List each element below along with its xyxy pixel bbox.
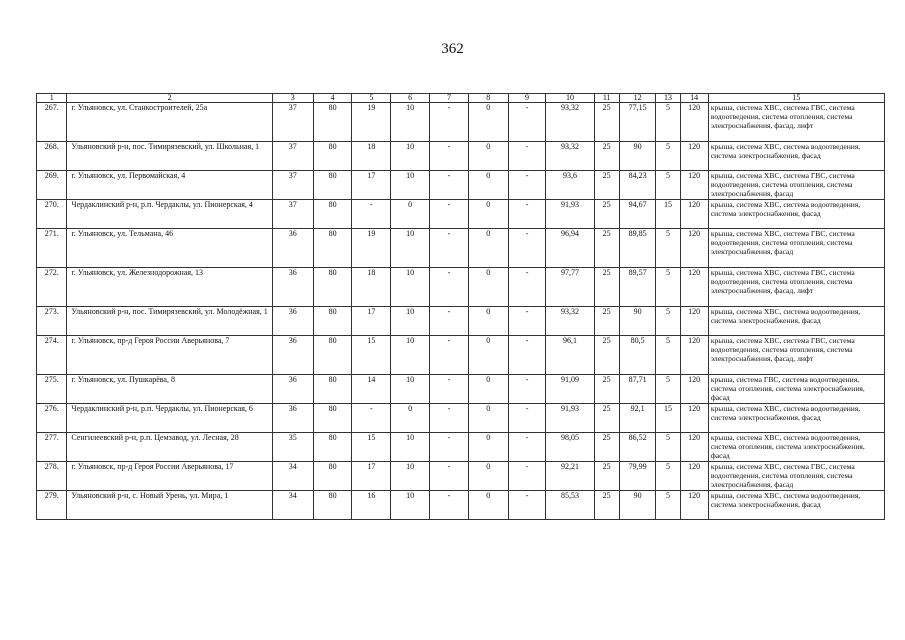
value-cell: 25 bbox=[594, 142, 619, 171]
value-cell: - bbox=[430, 171, 469, 200]
table-row bbox=[37, 336, 885, 375]
value-cell: 120 bbox=[680, 307, 708, 336]
value-cell: 80 bbox=[313, 433, 352, 462]
value-cell: 14 bbox=[352, 375, 391, 404]
value-cell: 91,93 bbox=[546, 404, 594, 433]
value-cell: 36 bbox=[272, 404, 313, 433]
column-header: 12 bbox=[619, 94, 656, 103]
works-cell: крыша, система ХВС, система водоотведения, система электроснабжения, фасад bbox=[708, 404, 884, 433]
value-cell: 25 bbox=[594, 404, 619, 433]
value-cell: 93,32 bbox=[546, 307, 594, 336]
row-number: 271. bbox=[37, 229, 67, 268]
table-row bbox=[37, 268, 885, 307]
value-cell: 10 bbox=[391, 336, 430, 375]
value-cell: 10 bbox=[391, 103, 430, 142]
table-row bbox=[37, 171, 885, 200]
value-cell: 97,77 bbox=[546, 268, 594, 307]
value-cell: 5 bbox=[656, 171, 680, 200]
address-cell: Ульяновский р-н, с. Новый Урень, ул. Мира, 1 bbox=[67, 491, 272, 520]
value-cell: 25 bbox=[594, 307, 619, 336]
table-row bbox=[37, 200, 885, 229]
value-cell: 5 bbox=[656, 229, 680, 268]
value-cell: 92,21 bbox=[546, 462, 594, 491]
table-row bbox=[37, 404, 885, 433]
table-row bbox=[37, 142, 885, 171]
works-cell: крыша, система ГВС, система водоотведения, система отопления, система электроснабжения, фасад bbox=[708, 375, 884, 404]
value-cell: 37 bbox=[272, 103, 313, 142]
value-cell: 0 bbox=[468, 171, 508, 200]
value-cell: 80 bbox=[313, 404, 352, 433]
value-cell: 80 bbox=[313, 142, 352, 171]
value-cell: 10 bbox=[391, 171, 430, 200]
value-cell: 0 bbox=[468, 142, 508, 171]
column-header: 11 bbox=[594, 94, 619, 103]
address-cell: г. Ульяновск, ул. Железнодорожная, 13 bbox=[67, 268, 272, 307]
value-cell: 10 bbox=[391, 491, 430, 520]
column-header: 4 bbox=[313, 94, 352, 103]
works-cell: крыша, система ХВС, система водоотведения, система электроснабжения, фасад bbox=[708, 307, 884, 336]
value-cell: 90 bbox=[619, 142, 656, 171]
value-cell: 98,05 bbox=[546, 433, 594, 462]
value-cell: 120 bbox=[680, 491, 708, 520]
value-cell: 80 bbox=[313, 268, 352, 307]
table-row bbox=[37, 103, 885, 142]
works-cell: крыша, система ХВС, система ГВС, система водоотведения, система отопления, система электроснабжения, фасад bbox=[708, 229, 884, 268]
table-row bbox=[37, 375, 885, 404]
works-cell: крыша, система ХВС, система ГВС, система водоотведения, система отопления, система электроснабжения, фасад bbox=[708, 462, 884, 491]
row-number: 276. bbox=[37, 404, 67, 433]
value-cell: - bbox=[508, 404, 546, 433]
value-cell: 90 bbox=[619, 491, 656, 520]
column-header: 15 bbox=[708, 94, 884, 103]
value-cell: - bbox=[430, 200, 469, 229]
value-cell: - bbox=[508, 268, 546, 307]
value-cell: 0 bbox=[468, 433, 508, 462]
value-cell: 120 bbox=[680, 433, 708, 462]
row-number: 272. bbox=[37, 268, 67, 307]
value-cell: 0 bbox=[391, 404, 430, 433]
value-cell: 16 bbox=[352, 491, 391, 520]
value-cell: 35 bbox=[272, 433, 313, 462]
column-header: 9 bbox=[508, 94, 546, 103]
value-cell: 96,1 bbox=[546, 336, 594, 375]
value-cell: - bbox=[508, 171, 546, 200]
works-cell: крыша, система ХВС, система водоотведения, система электроснабжения, фасад bbox=[708, 142, 884, 171]
address-cell: г. Ульяновск, ул. Станкостроителей, 25а bbox=[67, 103, 272, 142]
value-cell: 25 bbox=[594, 336, 619, 375]
value-cell: 92,1 bbox=[619, 404, 656, 433]
value-cell: - bbox=[508, 142, 546, 171]
column-header: 5 bbox=[352, 94, 391, 103]
value-cell: 25 bbox=[594, 103, 619, 142]
row-number: 279. bbox=[37, 491, 67, 520]
value-cell: 10 bbox=[391, 375, 430, 404]
column-header: 1 bbox=[37, 94, 67, 103]
value-cell: 120 bbox=[680, 229, 708, 268]
value-cell: 93,32 bbox=[546, 142, 594, 171]
value-cell: 36 bbox=[272, 307, 313, 336]
value-cell: - bbox=[508, 336, 546, 375]
row-number: 277. bbox=[37, 433, 67, 462]
value-cell: 36 bbox=[272, 229, 313, 268]
row-number: 268. bbox=[37, 142, 67, 171]
value-cell: 15 bbox=[352, 433, 391, 462]
value-cell: 17 bbox=[352, 307, 391, 336]
value-cell: 120 bbox=[680, 103, 708, 142]
value-cell: 5 bbox=[656, 462, 680, 491]
address-cell: г. Ульяновск, пр-д Героя России Аверьянова, 7 bbox=[67, 336, 272, 375]
address-cell: г. Ульяновск, ул. Пушкарёва, 8 bbox=[67, 375, 272, 404]
value-cell: 85,53 bbox=[546, 491, 594, 520]
address-cell: г. Ульяновск, ул. Первомайская, 4 bbox=[67, 171, 272, 200]
header-row bbox=[37, 94, 885, 103]
value-cell: 120 bbox=[680, 375, 708, 404]
value-cell: 0 bbox=[468, 375, 508, 404]
value-cell: 80 bbox=[313, 375, 352, 404]
value-cell: 120 bbox=[680, 336, 708, 375]
value-cell: 89,57 bbox=[619, 268, 656, 307]
address-cell: г. Ульяновск, пр-д Героя России Аверьянова, 17 bbox=[67, 462, 272, 491]
value-cell: - bbox=[430, 375, 469, 404]
address-cell: Чердаклинский р-н, р.п. Чердаклы, ул. Пионерская, 6 bbox=[67, 404, 272, 433]
value-cell: 91,09 bbox=[546, 375, 594, 404]
value-cell: 5 bbox=[656, 375, 680, 404]
value-cell: 18 bbox=[352, 268, 391, 307]
value-cell: 86,52 bbox=[619, 433, 656, 462]
value-cell: - bbox=[508, 229, 546, 268]
value-cell: - bbox=[430, 103, 469, 142]
value-cell: 5 bbox=[656, 336, 680, 375]
value-cell: 5 bbox=[656, 268, 680, 307]
value-cell: 37 bbox=[272, 200, 313, 229]
value-cell: 93,6 bbox=[546, 171, 594, 200]
value-cell: - bbox=[508, 491, 546, 520]
works-cell: крыша, система ХВС, система ГВС, система водоотведения, система отопления, система электроснабжения, фасад bbox=[708, 171, 884, 200]
value-cell: 18 bbox=[352, 142, 391, 171]
value-cell: 5 bbox=[656, 491, 680, 520]
table-row bbox=[37, 229, 885, 268]
value-cell: - bbox=[508, 103, 546, 142]
value-cell: - bbox=[430, 491, 469, 520]
value-cell: 10 bbox=[391, 433, 430, 462]
value-cell: 25 bbox=[594, 433, 619, 462]
value-cell: 5 bbox=[656, 142, 680, 171]
value-cell: 80,5 bbox=[619, 336, 656, 375]
works-cell: крыша, система ХВС, система водоотведения, система электроснабжения, фасад bbox=[708, 200, 884, 229]
value-cell: 80 bbox=[313, 307, 352, 336]
value-cell: 80 bbox=[313, 171, 352, 200]
value-cell: 120 bbox=[680, 268, 708, 307]
value-cell: 36 bbox=[272, 375, 313, 404]
value-cell: 34 bbox=[272, 462, 313, 491]
value-cell: 80 bbox=[313, 462, 352, 491]
value-cell: 0 bbox=[468, 462, 508, 491]
address-cell: Чердаклинский р-н, р.п. Чердаклы, ул. Пионерская, 4 bbox=[67, 200, 272, 229]
value-cell: 36 bbox=[272, 268, 313, 307]
value-cell: 0 bbox=[468, 491, 508, 520]
value-cell: - bbox=[430, 142, 469, 171]
value-cell: 80 bbox=[313, 200, 352, 229]
page-number: 362 bbox=[441, 41, 464, 57]
value-cell: 0 bbox=[391, 200, 430, 229]
value-cell: 120 bbox=[680, 404, 708, 433]
value-cell: 5 bbox=[656, 103, 680, 142]
column-header: 14 bbox=[680, 94, 708, 103]
value-cell: 25 bbox=[594, 462, 619, 491]
value-cell: 89,85 bbox=[619, 229, 656, 268]
value-cell: 90 bbox=[619, 307, 656, 336]
value-cell: 0 bbox=[468, 200, 508, 229]
value-cell: - bbox=[352, 200, 391, 229]
value-cell: 37 bbox=[272, 171, 313, 200]
value-cell: 10 bbox=[391, 229, 430, 268]
value-cell: - bbox=[508, 462, 546, 491]
value-cell: 37 bbox=[272, 142, 313, 171]
table-row bbox=[37, 462, 885, 491]
value-cell: - bbox=[508, 433, 546, 462]
registry-table bbox=[36, 93, 885, 520]
value-cell: 0 bbox=[468, 404, 508, 433]
value-cell: 10 bbox=[391, 142, 430, 171]
value-cell: 79,99 bbox=[619, 462, 656, 491]
value-cell: 0 bbox=[468, 268, 508, 307]
value-cell: 34 bbox=[272, 491, 313, 520]
value-cell: 120 bbox=[680, 142, 708, 171]
value-cell: - bbox=[508, 375, 546, 404]
value-cell: 15 bbox=[352, 336, 391, 375]
value-cell: 120 bbox=[680, 171, 708, 200]
value-cell: - bbox=[430, 268, 469, 307]
column-header: 3 bbox=[272, 94, 313, 103]
address-cell: г. Ульяновск, ул. Тельмана, 46 bbox=[67, 229, 272, 268]
value-cell: 10 bbox=[391, 462, 430, 491]
value-cell: 25 bbox=[594, 268, 619, 307]
row-number: 270. bbox=[37, 200, 67, 229]
value-cell: - bbox=[430, 404, 469, 433]
value-cell: 80 bbox=[313, 491, 352, 520]
value-cell: 84,23 bbox=[619, 171, 656, 200]
address-cell: Сенгилеевский р-н, р.п. Цемзавод, ул. Лесная, 28 bbox=[67, 433, 272, 462]
column-header: 8 bbox=[468, 94, 508, 103]
value-cell: 17 bbox=[352, 171, 391, 200]
value-cell: 0 bbox=[468, 103, 508, 142]
value-cell: 0 bbox=[468, 229, 508, 268]
works-cell: крыша, система ХВС, система ГВС, система водоотведения, система отопления, система электроснабжения, фасад, лифт bbox=[708, 103, 884, 142]
row-number: 267. bbox=[37, 103, 67, 142]
value-cell: 120 bbox=[680, 462, 708, 491]
value-cell: 96,94 bbox=[546, 229, 594, 268]
value-cell: 17 bbox=[352, 462, 391, 491]
value-cell: 94,67 bbox=[619, 200, 656, 229]
address-cell: Ульяновский р-н, пос. Тимирязевский, ул. Молодёжная, 1 bbox=[67, 307, 272, 336]
value-cell: - bbox=[430, 336, 469, 375]
value-cell: 10 bbox=[391, 307, 430, 336]
value-cell: 87,71 bbox=[619, 375, 656, 404]
works-cell: крыша, система ХВС, система водоотведения, система электроснабжения, фасад bbox=[708, 491, 884, 520]
value-cell: 120 bbox=[680, 200, 708, 229]
value-cell: - bbox=[352, 404, 391, 433]
value-cell: 15 bbox=[656, 404, 680, 433]
value-cell: 5 bbox=[656, 307, 680, 336]
value-cell: 25 bbox=[594, 375, 619, 404]
value-cell: - bbox=[430, 307, 469, 336]
value-cell: 19 bbox=[352, 229, 391, 268]
value-cell: 0 bbox=[468, 336, 508, 375]
row-number: 269. bbox=[37, 171, 67, 200]
value-cell: 77,15 bbox=[619, 103, 656, 142]
table-row bbox=[37, 307, 885, 336]
column-header: 2 bbox=[67, 94, 272, 103]
value-cell: 80 bbox=[313, 336, 352, 375]
value-cell: 15 bbox=[656, 200, 680, 229]
value-cell: 0 bbox=[468, 307, 508, 336]
value-cell: 91,93 bbox=[546, 200, 594, 229]
value-cell: - bbox=[430, 433, 469, 462]
column-header: 7 bbox=[430, 94, 469, 103]
value-cell: 93,32 bbox=[546, 103, 594, 142]
column-header: 13 bbox=[656, 94, 680, 103]
value-cell: - bbox=[430, 462, 469, 491]
row-number: 274. bbox=[37, 336, 67, 375]
row-number: 273. bbox=[37, 307, 67, 336]
value-cell: 80 bbox=[313, 229, 352, 268]
value-cell: 25 bbox=[594, 491, 619, 520]
column-header: 6 bbox=[391, 94, 430, 103]
row-number: 275. bbox=[37, 375, 67, 404]
value-cell: 25 bbox=[594, 200, 619, 229]
value-cell: 36 bbox=[272, 336, 313, 375]
value-cell: - bbox=[430, 229, 469, 268]
address-cell: Ульяновский р-н, пос. Тимирязевский, ул. Школьная, 1 bbox=[67, 142, 272, 171]
value-cell: - bbox=[508, 307, 546, 336]
value-cell: 19 bbox=[352, 103, 391, 142]
works-cell: крыша, система ХВС, система ГВС, система водоотведения, система отопления, система электроснабжения, фасад, лифт bbox=[708, 336, 884, 375]
value-cell: 5 bbox=[656, 433, 680, 462]
row-number: 278. bbox=[37, 462, 67, 491]
works-cell: крыша, система ХВС, система ГВС, система водоотведения, система отопления, система электроснабжения, фасад, лифт bbox=[708, 268, 884, 307]
value-cell: 25 bbox=[594, 171, 619, 200]
value-cell: - bbox=[508, 200, 546, 229]
column-header: 10 bbox=[546, 94, 594, 103]
table-row bbox=[37, 491, 885, 520]
value-cell: 25 bbox=[594, 229, 619, 268]
value-cell: 80 bbox=[313, 103, 352, 142]
value-cell: 10 bbox=[391, 268, 430, 307]
works-cell: крыша, система ХВС, система водоотведения, система отопления, система электроснабжения, фасад bbox=[708, 433, 884, 462]
table-row bbox=[37, 433, 885, 462]
